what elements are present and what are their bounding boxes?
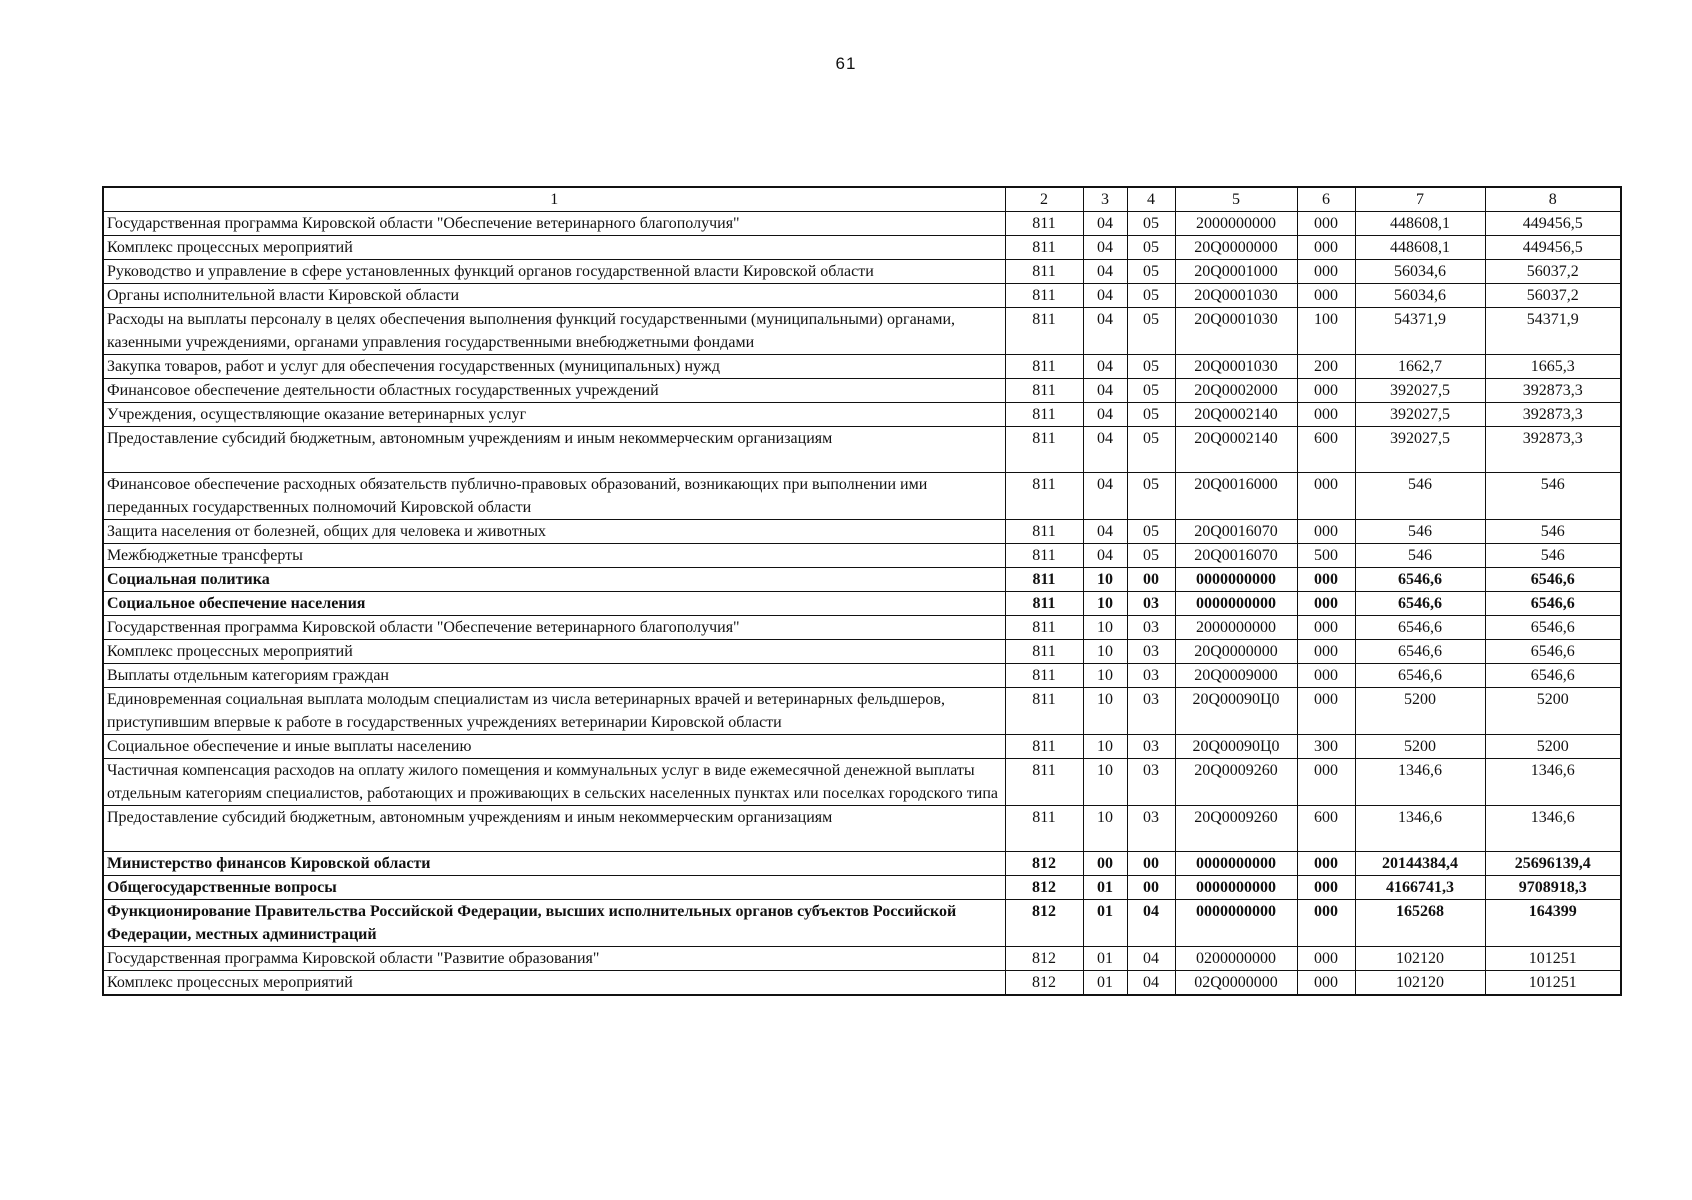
row-col2-cell: 811: [1005, 260, 1083, 284]
row-col7-cell: 5200: [1355, 735, 1485, 759]
row-col4-cell: 05: [1127, 236, 1175, 260]
row-col6-cell: 000: [1297, 640, 1355, 664]
row-col4-cell: 03: [1127, 640, 1175, 664]
row-col5-cell: 0000000000: [1175, 900, 1297, 947]
row-name-cell: Министерство финансов Кировской области: [103, 852, 1005, 876]
row-col4-cell: 05: [1127, 284, 1175, 308]
row-col2-cell: 811: [1005, 284, 1083, 308]
row-col2-cell: 811: [1005, 427, 1083, 473]
row-col3-cell: 10: [1083, 592, 1127, 616]
row-name-cell: Комплекс процессных мероприятий: [103, 971, 1005, 996]
row-col7-cell: 448608,1: [1355, 212, 1485, 236]
row-col7-cell: 20144384,4: [1355, 852, 1485, 876]
row-col4-cell: 00: [1127, 876, 1175, 900]
row-col3-cell: 10: [1083, 735, 1127, 759]
row-col8-cell: 1665,3: [1485, 355, 1621, 379]
row-name-cell: Руководство и управление в сфере установленных функций органов государственной власти Кировской области: [103, 260, 1005, 284]
header-col-6: 6: [1297, 187, 1355, 212]
row-col5-cell: 20Q0016070: [1175, 520, 1297, 544]
header-col-3: 3: [1083, 187, 1127, 212]
row-name-cell: Социальное обеспечение населения: [103, 592, 1005, 616]
row-col5-cell: 0000000000: [1175, 592, 1297, 616]
row-col4-cell: 00: [1127, 852, 1175, 876]
row-col3-cell: 04: [1083, 379, 1127, 403]
row-col6-cell: 000: [1297, 284, 1355, 308]
row-col2-cell: 811: [1005, 308, 1083, 355]
table-row: [103, 876, 1621, 900]
row-col3-cell: 01: [1083, 900, 1127, 947]
row-col6-cell: 500: [1297, 544, 1355, 568]
row-col5-cell: 20Q00090Ц0: [1175, 688, 1297, 735]
row-col7-cell: 546: [1355, 544, 1485, 568]
row-col2-cell: 812: [1005, 971, 1083, 996]
row-name-cell: Государственная программа Кировской области "Обеспечение ветеринарного благополучия": [103, 616, 1005, 640]
row-col7-cell: 5200: [1355, 688, 1485, 735]
row-col5-cell: 0000000000: [1175, 876, 1297, 900]
row-col7-cell: 1662,7: [1355, 355, 1485, 379]
table-header: [103, 187, 1621, 212]
table-row: [103, 427, 1621, 473]
row-col6-cell: 000: [1297, 759, 1355, 806]
row-col3-cell: 00: [1083, 852, 1127, 876]
row-col8-cell: 6546,6: [1485, 640, 1621, 664]
row-name-cell: Межбюджетные трансферты: [103, 544, 1005, 568]
row-col3-cell: 04: [1083, 284, 1127, 308]
table-row: [103, 947, 1621, 971]
table-row: [103, 900, 1621, 947]
row-col8-cell: 449456,5: [1485, 236, 1621, 260]
row-col5-cell: 2000000000: [1175, 616, 1297, 640]
row-col8-cell: 546: [1485, 473, 1621, 520]
row-col2-cell: 811: [1005, 759, 1083, 806]
table-row: [103, 735, 1621, 759]
row-col7-cell: 1346,6: [1355, 759, 1485, 806]
row-col8-cell: 6546,6: [1485, 592, 1621, 616]
row-col3-cell: 01: [1083, 876, 1127, 900]
table-row: [103, 403, 1621, 427]
row-col3-cell: 04: [1083, 260, 1127, 284]
row-col6-cell: 000: [1297, 616, 1355, 640]
row-col7-cell: 546: [1355, 520, 1485, 544]
row-col7-cell: 102120: [1355, 947, 1485, 971]
row-col2-cell: 812: [1005, 876, 1083, 900]
row-col5-cell: 02Q0000000: [1175, 971, 1297, 996]
row-col2-cell: 811: [1005, 544, 1083, 568]
row-col7-cell: 56034,6: [1355, 284, 1485, 308]
table-body: [103, 212, 1621, 996]
row-name-cell: Финансовое обеспечение деятельности областных государственных учреждений: [103, 379, 1005, 403]
table-row: [103, 852, 1621, 876]
row-col3-cell: 10: [1083, 640, 1127, 664]
row-col7-cell: 6546,6: [1355, 568, 1485, 592]
row-col4-cell: 03: [1127, 664, 1175, 688]
row-col5-cell: 20Q0000000: [1175, 236, 1297, 260]
row-col8-cell: 6546,6: [1485, 664, 1621, 688]
row-col7-cell: 4166741,3: [1355, 876, 1485, 900]
row-col8-cell: 546: [1485, 544, 1621, 568]
row-col3-cell: 01: [1083, 947, 1127, 971]
table-row: [103, 544, 1621, 568]
row-name-cell: Органы исполнительной власти Кировской области: [103, 284, 1005, 308]
table-row: [103, 308, 1621, 355]
row-name-cell: Государственная программа Кировской области "Обеспечение ветеринарного благополучия": [103, 212, 1005, 236]
row-col3-cell: 10: [1083, 806, 1127, 852]
row-col2-cell: 811: [1005, 379, 1083, 403]
row-col3-cell: 04: [1083, 403, 1127, 427]
row-col7-cell: 6546,6: [1355, 592, 1485, 616]
table-row: [103, 640, 1621, 664]
table-row: [103, 664, 1621, 688]
row-col5-cell: 20Q0016000: [1175, 473, 1297, 520]
row-col4-cell: 03: [1127, 688, 1175, 735]
row-col8-cell: 54371,9: [1485, 308, 1621, 355]
row-col3-cell: 04: [1083, 473, 1127, 520]
table-row: [103, 379, 1621, 403]
header-col-8: 8: [1485, 187, 1621, 212]
row-col8-cell: 164399: [1485, 900, 1621, 947]
header-row: [103, 187, 1621, 212]
row-col6-cell: 000: [1297, 852, 1355, 876]
table-row: [103, 473, 1621, 520]
row-col4-cell: 04: [1127, 971, 1175, 996]
row-name-cell: Финансовое обеспечение расходных обязательств публично-правовых образований, возникающих при выполнении ими переданных государственных полномочий Кировской области: [103, 473, 1005, 520]
row-col5-cell: 20Q0001030: [1175, 308, 1297, 355]
row-col6-cell: 000: [1297, 473, 1355, 520]
row-col8-cell: 56037,2: [1485, 284, 1621, 308]
table-row: [103, 616, 1621, 640]
row-col5-cell: 20Q0009260: [1175, 806, 1297, 852]
row-col2-cell: 811: [1005, 212, 1083, 236]
row-col3-cell: 10: [1083, 759, 1127, 806]
row-col5-cell: 20Q0002000: [1175, 379, 1297, 403]
row-col6-cell: 600: [1297, 806, 1355, 852]
table-row: [103, 520, 1621, 544]
row-col8-cell: 1346,6: [1485, 806, 1621, 852]
row-col3-cell: 04: [1083, 520, 1127, 544]
row-col2-cell: 811: [1005, 473, 1083, 520]
table-row: [103, 592, 1621, 616]
row-col6-cell: 000: [1297, 568, 1355, 592]
row-name-cell: Учреждения, осуществляющие оказание ветеринарных услуг: [103, 403, 1005, 427]
row-col5-cell: 20Q0002140: [1175, 403, 1297, 427]
row-col3-cell: 04: [1083, 544, 1127, 568]
row-col6-cell: 600: [1297, 427, 1355, 473]
row-col2-cell: 811: [1005, 403, 1083, 427]
row-col5-cell: 0000000000: [1175, 568, 1297, 592]
row-name-cell: Единовременная социальная выплата молодым специалистам из числа ветеринарных врачей и ветеринарных фельдшеров, приступившим впервые к работе в государственных учреждениях ветеринарии Кировской области: [103, 688, 1005, 735]
row-col8-cell: 5200: [1485, 735, 1621, 759]
row-col4-cell: 05: [1127, 379, 1175, 403]
row-col7-cell: 54371,9: [1355, 308, 1485, 355]
row-col7-cell: 546: [1355, 473, 1485, 520]
row-name-cell: Расходы на выплаты персоналу в целях обеспечения выполнения функций государственными (муниципальными) органами, казенными учреждениями, органами управления государственными внебюджетными фондами: [103, 308, 1005, 355]
row-col2-cell: 811: [1005, 806, 1083, 852]
table-row: [103, 971, 1621, 996]
row-col6-cell: 100: [1297, 308, 1355, 355]
header-col-5: 5: [1175, 187, 1297, 212]
row-name-cell: Государственная программа Кировской области "Развитие образования": [103, 947, 1005, 971]
row-col2-cell: 811: [1005, 520, 1083, 544]
row-col8-cell: 1346,6: [1485, 759, 1621, 806]
row-col5-cell: 20Q0016070: [1175, 544, 1297, 568]
row-col4-cell: 00: [1127, 568, 1175, 592]
row-col3-cell: 04: [1083, 236, 1127, 260]
row-col7-cell: 6546,6: [1355, 664, 1485, 688]
row-name-cell: Предоставление субсидий бюджетным, автономным учреждениям и иным некоммерческим организациям: [103, 427, 1005, 473]
row-col4-cell: 05: [1127, 544, 1175, 568]
row-name-cell: Частичная компенсация расходов на оплату жилого помещения и коммунальных услуг в виде ежемесячной денежной выплаты отдельным категориям специалистов, работающих и проживающих в сельских населенных пунктах или поселках городского типа: [103, 759, 1005, 806]
row-col5-cell: 20Q0000000: [1175, 640, 1297, 664]
row-col6-cell: 300: [1297, 735, 1355, 759]
row-name-cell: Социальное обеспечение и иные выплаты населению: [103, 735, 1005, 759]
row-col2-cell: 812: [1005, 900, 1083, 947]
table-row: [103, 284, 1621, 308]
row-col4-cell: 03: [1127, 759, 1175, 806]
row-col3-cell: 01: [1083, 971, 1127, 996]
row-col3-cell: 10: [1083, 568, 1127, 592]
table-row: [103, 806, 1621, 852]
row-col7-cell: 6546,6: [1355, 640, 1485, 664]
row-col6-cell: 000: [1297, 379, 1355, 403]
row-col8-cell: 546: [1485, 520, 1621, 544]
row-col5-cell: 20Q0002140: [1175, 427, 1297, 473]
row-name-cell: Комплекс процессных мероприятий: [103, 236, 1005, 260]
row-col3-cell: 10: [1083, 664, 1127, 688]
row-col6-cell: 000: [1297, 236, 1355, 260]
row-col4-cell: 05: [1127, 355, 1175, 379]
row-col7-cell: 56034,6: [1355, 260, 1485, 284]
row-col5-cell: 20Q00090Ц0: [1175, 735, 1297, 759]
row-col5-cell: 2000000000: [1175, 212, 1297, 236]
row-col2-cell: 811: [1005, 355, 1083, 379]
row-col7-cell: 102120: [1355, 971, 1485, 996]
row-col2-cell: 812: [1005, 852, 1083, 876]
header-col-1: 1: [103, 187, 1005, 212]
row-col4-cell: 03: [1127, 592, 1175, 616]
row-col6-cell: 000: [1297, 212, 1355, 236]
row-col3-cell: 04: [1083, 212, 1127, 236]
row-col7-cell: 392027,5: [1355, 427, 1485, 473]
row-col4-cell: 05: [1127, 473, 1175, 520]
row-col5-cell: 20Q0001000: [1175, 260, 1297, 284]
row-col4-cell: 03: [1127, 806, 1175, 852]
row-col6-cell: 000: [1297, 520, 1355, 544]
row-name-cell: Функционирование Правительства Российской Федерации, высших исполнительных органов субъектов Российской Федерации, местных администраций: [103, 900, 1005, 947]
table-row: [103, 568, 1621, 592]
row-col2-cell: 811: [1005, 664, 1083, 688]
row-col7-cell: 392027,5: [1355, 379, 1485, 403]
row-name-cell: Общегосударственные вопросы: [103, 876, 1005, 900]
header-col-4: 4: [1127, 187, 1175, 212]
row-col5-cell: 20Q0009000: [1175, 664, 1297, 688]
row-col2-cell: 811: [1005, 236, 1083, 260]
row-col8-cell: 6546,6: [1485, 568, 1621, 592]
row-col4-cell: 04: [1127, 947, 1175, 971]
row-col2-cell: 811: [1005, 688, 1083, 735]
row-col4-cell: 05: [1127, 403, 1175, 427]
table-row: [103, 212, 1621, 236]
row-name-cell: Закупка товаров, работ и услуг для обеспечения государственных (муниципальных) нужд: [103, 355, 1005, 379]
row-col6-cell: 000: [1297, 900, 1355, 947]
header-col-2: 2: [1005, 187, 1083, 212]
row-col5-cell: 0200000000: [1175, 947, 1297, 971]
row-col8-cell: 449456,5: [1485, 212, 1621, 236]
row-col4-cell: 03: [1127, 735, 1175, 759]
table-row: [103, 759, 1621, 806]
row-col5-cell: 20Q0001030: [1175, 284, 1297, 308]
row-col4-cell: 04: [1127, 900, 1175, 947]
budget-table: [102, 186, 1622, 996]
row-col6-cell: 000: [1297, 971, 1355, 996]
row-col8-cell: 5200: [1485, 688, 1621, 735]
table-row: [103, 688, 1621, 735]
row-col8-cell: 56037,2: [1485, 260, 1621, 284]
row-col4-cell: 05: [1127, 520, 1175, 544]
row-name-cell: Комплекс процессных мероприятий: [103, 640, 1005, 664]
row-col6-cell: 000: [1297, 688, 1355, 735]
row-col6-cell: 000: [1297, 403, 1355, 427]
row-col7-cell: 448608,1: [1355, 236, 1485, 260]
row-col3-cell: 10: [1083, 688, 1127, 735]
row-name-cell: Предоставление субсидий бюджетным, автономным учреждениям и иным некоммерческим организациям: [103, 806, 1005, 852]
row-col8-cell: 392873,3: [1485, 427, 1621, 473]
row-col7-cell: 165268: [1355, 900, 1485, 947]
header-col-7: 7: [1355, 187, 1485, 212]
row-name-cell: Защита населения от болезней, общих для человека и животных: [103, 520, 1005, 544]
row-name-cell: Социальная политика: [103, 568, 1005, 592]
row-col2-cell: 811: [1005, 592, 1083, 616]
row-col5-cell: 0000000000: [1175, 852, 1297, 876]
row-col8-cell: 101251: [1485, 947, 1621, 971]
row-col7-cell: 1346,6: [1355, 806, 1485, 852]
row-col7-cell: 6546,6: [1355, 616, 1485, 640]
page-number: 61: [835, 54, 857, 73]
row-col3-cell: 04: [1083, 355, 1127, 379]
table-row: [103, 355, 1621, 379]
row-col8-cell: 9708918,3: [1485, 876, 1621, 900]
row-col4-cell: 05: [1127, 260, 1175, 284]
row-col5-cell: 20Q0009260: [1175, 759, 1297, 806]
row-col3-cell: 04: [1083, 308, 1127, 355]
row-col2-cell: 811: [1005, 616, 1083, 640]
row-col4-cell: 05: [1127, 212, 1175, 236]
row-col6-cell: 000: [1297, 592, 1355, 616]
row-col4-cell: 05: [1127, 308, 1175, 355]
row-col8-cell: 101251: [1485, 971, 1621, 996]
row-col2-cell: 812: [1005, 947, 1083, 971]
row-col6-cell: 000: [1297, 664, 1355, 688]
row-col4-cell: 05: [1127, 427, 1175, 473]
row-col8-cell: 392873,3: [1485, 403, 1621, 427]
table-row: [103, 236, 1621, 260]
row-col7-cell: 392027,5: [1355, 403, 1485, 427]
row-col6-cell: 000: [1297, 947, 1355, 971]
row-col4-cell: 03: [1127, 616, 1175, 640]
row-col8-cell: 392873,3: [1485, 379, 1621, 403]
row-col6-cell: 200: [1297, 355, 1355, 379]
row-col8-cell: 25696139,4: [1485, 852, 1621, 876]
row-col5-cell: 20Q0001030: [1175, 355, 1297, 379]
row-col2-cell: 811: [1005, 735, 1083, 759]
row-col3-cell: 04: [1083, 427, 1127, 473]
row-name-cell: Выплаты отдельным категориям граждан: [103, 664, 1005, 688]
row-col6-cell: 000: [1297, 260, 1355, 284]
row-col2-cell: 811: [1005, 640, 1083, 664]
row-col3-cell: 10: [1083, 616, 1127, 640]
table-row: [103, 260, 1621, 284]
row-col2-cell: 811: [1005, 568, 1083, 592]
row-col8-cell: 6546,6: [1485, 616, 1621, 640]
row-col6-cell: 000: [1297, 876, 1355, 900]
